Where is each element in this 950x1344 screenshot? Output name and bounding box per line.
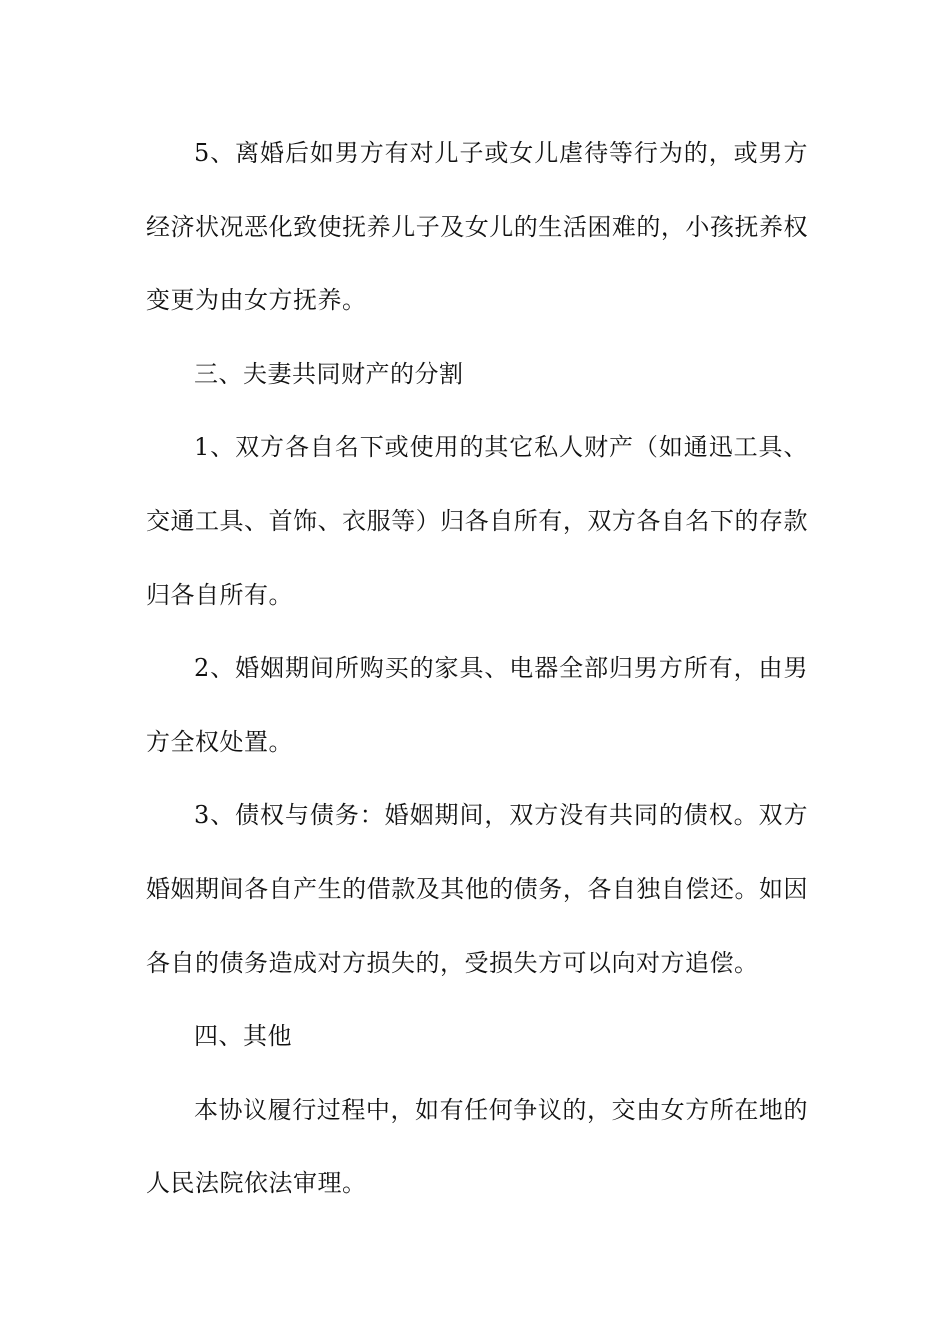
paragraph-dispute-resolution: 本协议履行过程中，如有任何争议的，交由女方所在地的人民法院依法审理。	[146, 1095, 808, 1198]
section-heading-property-division: 三、夫妻共同财产的分割	[194, 359, 464, 388]
paragraph-claims-debts: 3、债权与债务：婚姻期间，双方没有共同的债权。双方婚姻期间各自产生的借款及其他的债务，各自独自偿还。如因各自的债务造成对方损失的，受损失方可以向对方追偿。	[146, 801, 808, 977]
document-body	[146, 117, 808, 1221]
paragraph-personal-property: 1、双方各自名下或使用的其它私人财产（如通迅工具、交通工具、首饰、衣服等）归各自所有，双方各自名下的存款归各自所有。	[146, 433, 808, 609]
section-heading-other: 四、其他	[194, 1022, 292, 1051]
paragraph-custody-change: 5、离婚后如男方有对儿子或女儿虐待等行为的，或男方经济状况恶化致使抚养儿子及女儿的生活困难的，小孩抚养权变更为由女方抚养。	[146, 139, 808, 315]
paragraph-furniture-appliances: 2、婚姻期间所购买的家具、电器全部归男方所有，由男方全权处置。	[146, 654, 808, 756]
